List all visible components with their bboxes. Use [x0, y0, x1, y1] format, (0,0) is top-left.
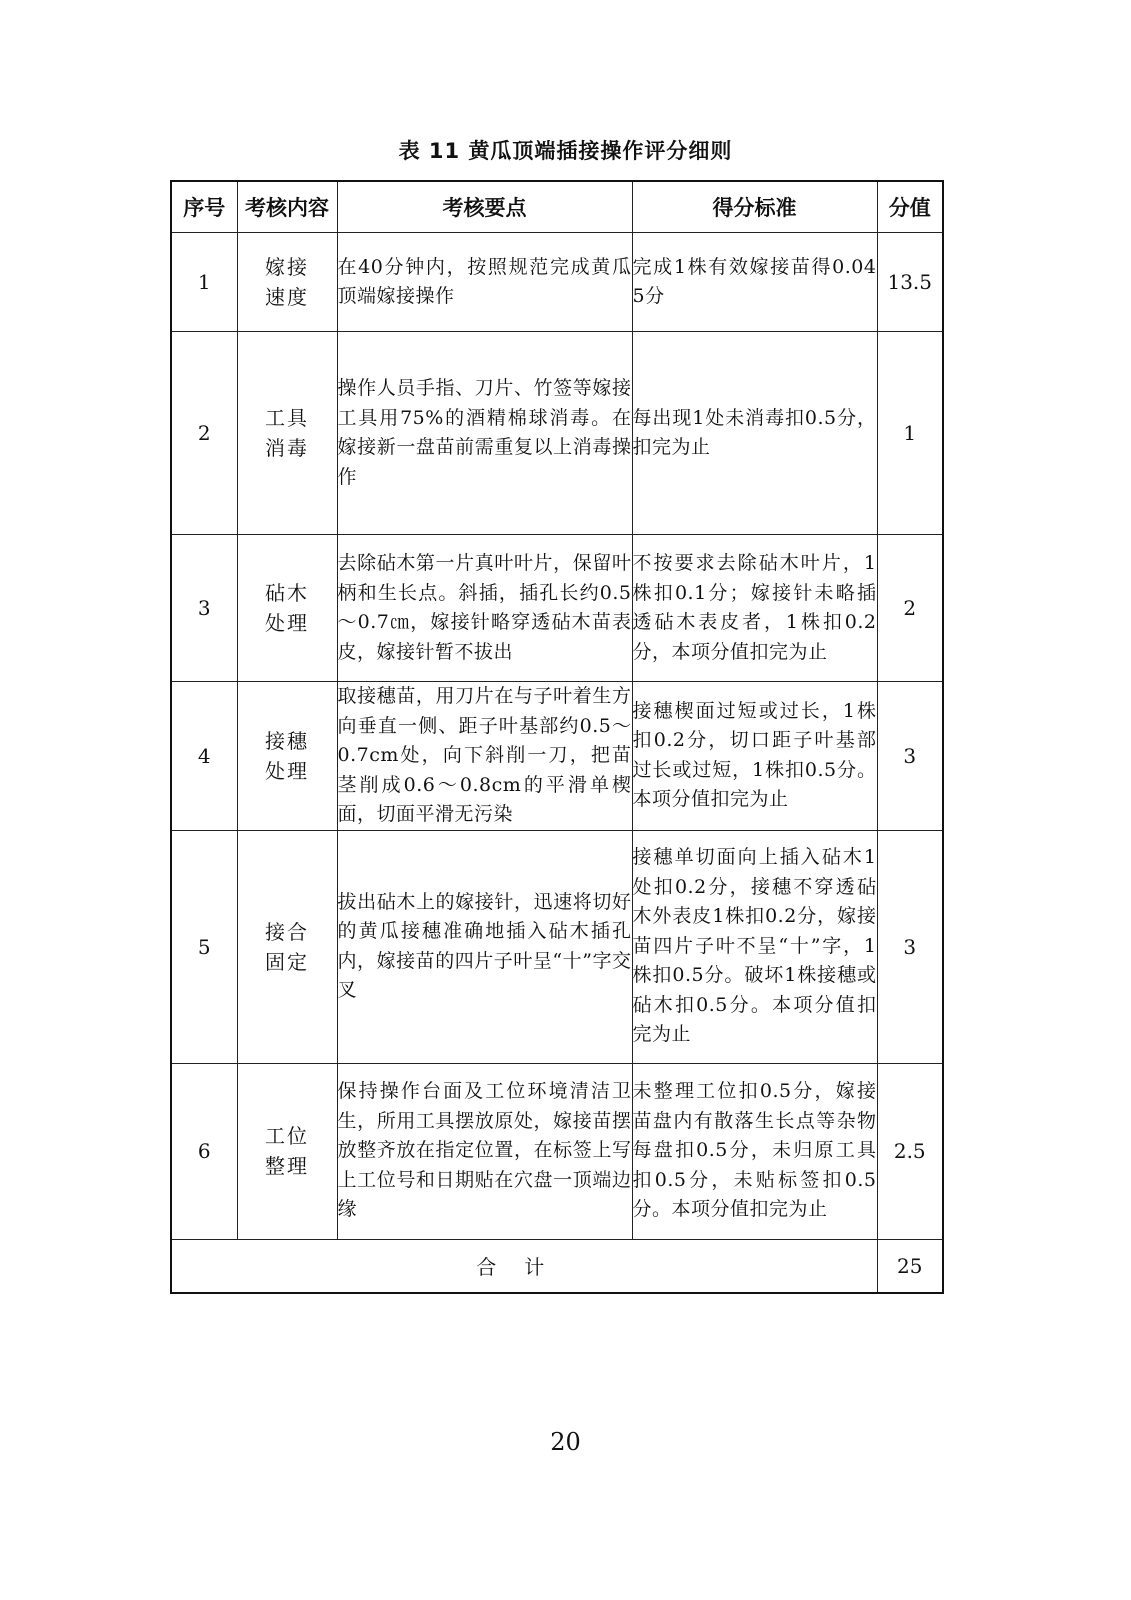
row-item: [237, 332, 337, 535]
header-points: 考核要点: [337, 181, 632, 233]
scoring-table: [170, 180, 944, 1294]
row-points: 操作人员手指、刀片、竹签等嫁接工具用75%的酒精棉球消毒。在嫁接新一盘苗前需重复以上消毒操作: [337, 332, 632, 535]
header-criteria: 得分标准: [632, 181, 877, 233]
table-row: [171, 1063, 943, 1239]
table-row: [171, 830, 943, 1063]
row-points: 保持操作台面及工位环境清洁卫生，所用工具摆放原处，嫁接苗摆放整齐放在指定位置，在标签上写上工位号和日期贴在穴盘一顶端边缘: [337, 1063, 632, 1239]
row-criteria: 未整理工位扣0.5分，嫁接苗盘内有散落生长点等杂物每盘扣0.5分，未归原工具扣0.5分，未贴标签扣0.5分。本项分值扣完为止: [632, 1063, 877, 1239]
table-row: [171, 233, 943, 332]
row-points: 去除砧木第一片真叶叶片，保留叶柄和生长点。斜插，插孔长约0.5～0.7㎝，嫁接针略穿透砧木苗表皮，嫁接针暂不拔出: [337, 535, 632, 682]
table-row: [171, 535, 943, 682]
item-line: 工位: [265, 1124, 309, 1148]
row-no: 3: [171, 535, 237, 682]
item-line: 接穗: [265, 728, 309, 753]
item-line: 工具: [265, 406, 309, 430]
total-row: [171, 1239, 943, 1293]
header-item: 考核内容: [237, 181, 337, 233]
header-row: [171, 181, 943, 233]
row-no: 5: [171, 830, 237, 1063]
item-line: 消毒: [265, 436, 309, 460]
row-points: 在40分钟内，按照规范完成黄瓜顶端嫁接操作: [337, 233, 632, 332]
row-score: 3: [877, 830, 943, 1063]
row-criteria: 完成1株有效嫁接苗得0.045分: [632, 233, 877, 332]
row-item: [237, 830, 337, 1063]
row-item: [237, 682, 337, 831]
row-score: 2: [877, 535, 943, 682]
row-points: 取接穗苗，用刀片在与子叶着生方向垂直一侧、距子叶基部约0.5～0.7cm处，向下斜削一刀，把苗茎削成0.6～0.8cm的平滑单楔面，切面平滑无污染: [337, 682, 632, 831]
total-label: 合计: [171, 1239, 877, 1293]
item-line: 砧木: [265, 581, 309, 605]
table-row: [171, 682, 943, 831]
header-score: 分值: [877, 181, 943, 233]
row-no: 2: [171, 332, 237, 535]
row-criteria: 每出现1处未消毒扣0.5分，扣完为止: [632, 332, 877, 535]
row-score: 2.5: [877, 1063, 943, 1239]
item-line: 接合: [265, 919, 309, 944]
item-line: 嫁接: [265, 255, 309, 279]
row-criteria: 不按要求去除砧木叶片，1株扣0.1分；嫁接针未略插透砧木表皮者，1株扣0.2分，本项分值扣完为止: [632, 535, 877, 682]
row-score: 3: [877, 682, 943, 831]
row-no: 1: [171, 233, 237, 332]
row-score: 13.5: [877, 233, 943, 332]
item-line: 速度: [265, 285, 309, 309]
row-item: [237, 535, 337, 682]
row-item: [237, 1063, 337, 1239]
page-number: 20: [550, 1428, 581, 1456]
header-no: 序号: [171, 181, 237, 233]
row-criteria: 接穗楔面过短或过长，1株扣0.2分，切口距子叶基部过长或过短，1株扣0.5分。本项分值扣完为止: [632, 682, 877, 831]
item-line: 处理: [265, 758, 309, 783]
item-line: 整理: [265, 1154, 309, 1178]
item-line: 处理: [265, 611, 309, 635]
item-line: 固定: [265, 949, 309, 974]
row-points: 拔出砧木上的嫁接针，迅速将切好的黄瓜接穗准确地插入砧木插孔内，嫁接苗的四片子叶呈“十”字交叉: [337, 830, 632, 1063]
table-row: [171, 332, 943, 535]
row-score: 1: [877, 332, 943, 535]
row-no: 6: [171, 1063, 237, 1239]
row-no: 4: [171, 682, 237, 831]
row-item: [237, 233, 337, 332]
table-title: 表 11 黄瓜顶端插接操作评分细则: [398, 139, 733, 163]
total-score: 25: [877, 1239, 943, 1293]
row-criteria: 接穗单切面向上插入砧木1处扣0.2分，接穗不穿透砧木外表皮1株扣0.2分，嫁接苗四片子叶不呈“十”字，1株扣0.5分。破坏1株接穗或砧木扣0.5分。本项分值扣完为止: [632, 830, 877, 1063]
